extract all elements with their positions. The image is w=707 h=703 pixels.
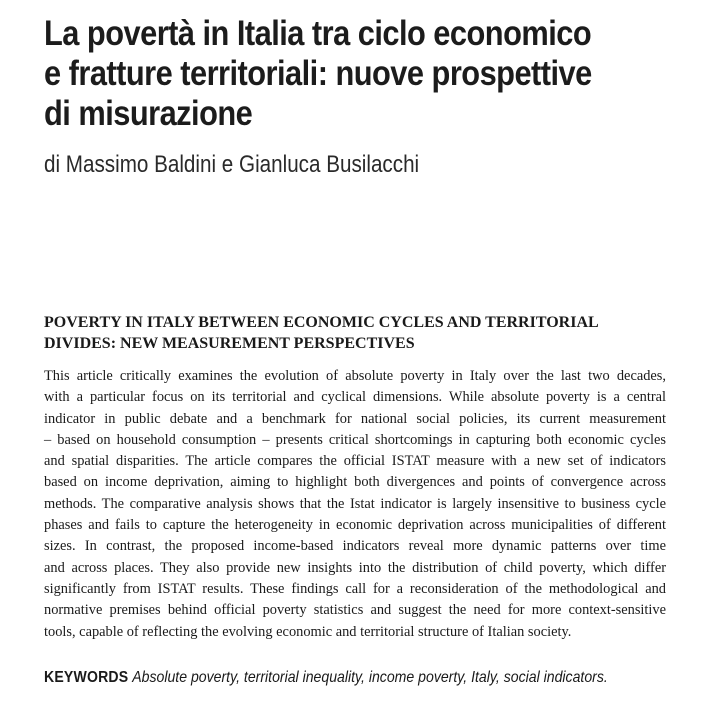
abstract-line: significantly from ISTAT results. These findings call for a reconsideration of the methodological and [44,580,666,597]
abstract-line: and spatial disparities. The article compares the official ISTAT measure with a new set of indicators [44,453,666,470]
article-title [44,14,607,134]
article-authors: di Massimo Baldini e Gianluca Busilacchi [44,151,420,178]
abstract-line: – based on household consumption – presents critical shortcomings in capturing both economic cycles [44,431,666,448]
abstract-line: methods. The comparative analysis shows that the Istat indicator is largely insensitive to business cycle [44,495,666,512]
title-line: e fratture territoriali: nuove prospettive [44,54,592,93]
keywords-list: Absolute poverty, territorial inequality, income poverty, Italy, social indicators. [132,669,608,686]
keywords [44,667,608,689]
abstract-line: indicator in public debate and a benchmark for national social policies, its current measurement [44,410,666,427]
abstract-line: This article critically examines the evolution of absolute poverty in Italy over the last two decades, [44,368,666,384]
abstract-line: tools, capable of reflecting the evolving economic and territorial structure of Italian society. [44,623,572,640]
abstract-body [44,366,666,643]
abstract-line: and across places. They also provide new insights into the distribution of child poverty, which differ [44,559,666,576]
title-line: di misurazione [44,94,253,133]
keywords-label: KEYWORDS [44,669,129,686]
title-line: La povertà in Italia tra ciclo economico [44,14,592,53]
abstract-heading-line: POVERTY IN ITALY BETWEEN ECONOMIC CYCLES AND TERRITORIAL [44,314,599,331]
abstract-heading-line: DIVIDES: NEW MEASUREMENT PERSPECTIVES [44,335,415,352]
abstract-line: with a particular focus on its territorial and cyclical dimensions. While absolute poverty is a central [44,389,666,406]
abstract-heading [44,312,666,354]
abstract-line: sizes. In contrast, the proposed income-based indicators reveal more dynamic patterns over time [44,538,666,555]
abstract-line: phases and fails to capture the heterogeneity in economic deprivation across municipalities of different [44,517,666,534]
abstract-line: normative premises behind official poverty statistics and suggest the need for more context-sensitive [44,602,666,619]
abstract-line: based on income deprivation, aiming to highlight both divergences and points of convergence across [44,474,666,491]
